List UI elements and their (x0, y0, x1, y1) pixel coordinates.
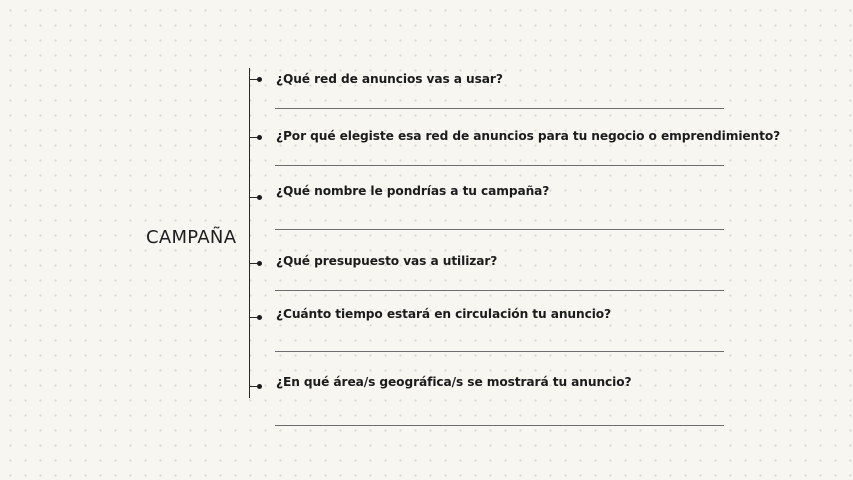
question-label: ¿Cuánto tiempo estará en circulación tu anuncio? (276, 307, 612, 321)
bullet-dot (257, 195, 262, 200)
question-label: ¿Qué red de anuncios vas a usar? (276, 72, 503, 86)
bullet-dot (257, 77, 262, 82)
bullet-dot (257, 384, 262, 389)
bullet-dot (257, 135, 262, 140)
question-label: ¿En qué área/s geográfica/s se mostrará tu anuncio? (276, 375, 632, 389)
answer-line[interactable] (275, 108, 724, 109)
answer-line[interactable] (275, 425, 724, 426)
question-label: ¿Por qué elegiste esa red de anuncios para tu negocio o emprendimiento? (276, 129, 781, 143)
section-title: CAMPAÑA (146, 227, 237, 248)
bracket-spine (249, 68, 250, 398)
answer-line[interactable] (275, 229, 724, 230)
answer-line[interactable] (275, 165, 724, 166)
bullet-dot (257, 315, 262, 320)
question-label: ¿Qué presupuesto vas a utilizar? (276, 254, 498, 268)
bullet-dot (257, 261, 262, 266)
answer-line[interactable] (275, 351, 724, 352)
answer-line[interactable] (275, 290, 724, 291)
question-label: ¿Qué nombre le pondrías a tu campaña? (276, 184, 550, 198)
